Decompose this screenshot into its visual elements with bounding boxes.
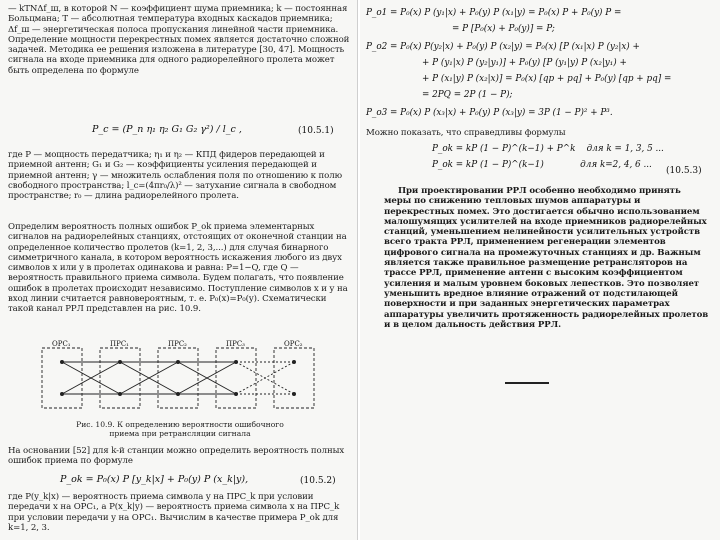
- diagram-label-prs2: ПРС₂: [168, 340, 187, 348]
- right-show-text: Можно показать, что справедливы формулы: [366, 128, 566, 138]
- formula-10-5-1: P_c = (P_п η₁ η₂ G₁ G₂ γ²) / l_c ,: [92, 124, 242, 135]
- diagram-label-ors2: ОРС₂: [284, 340, 303, 348]
- left-intro-paragraph: — kTNΔf_ш, в которой N — коэффициент шума приемника; k — постоянная Больцмана; T — абсолютная температура входных каскадов приемника; Δf_ш — энергетическая полоса пропускания линейной части приемника. Определение мощности перекрестных помех является достаточно сложной задачей. Методика ее решения изложена в литературе [30, 47]. Мощность сигнала на входе приемника для одного радиорелейного пролета может быть определена по формуле: [8, 4, 350, 76]
- diagram-box-prs1: [100, 348, 140, 408]
- eq-line-6: = 2PQ = 2P (1 − P);: [422, 90, 513, 100]
- scan-mark-line: [505, 382, 549, 384]
- formula-10-5-2: P_ok = P₀(x) P [y_k|x] + P₀(y) P (x_k|y),: [60, 474, 249, 485]
- figure-10-9-caption: Рис. 10.9. К определению вероятности ошибочного приема при ретрансляции сигнала: [76, 420, 284, 438]
- left-page: [0, 0, 358, 540]
- eq-line-7: P_o3 = P₀(x) P (x₃|x) + P₀(y) P (x₃|y) = 3P (1 − P)² + P³.: [366, 108, 613, 118]
- diagram-label-ors1: ОРС₁: [52, 340, 71, 348]
- diagram-label-prs1: ПРС₁: [110, 340, 129, 348]
- eq-line-2: = P [P₀(x) + P₀(y)] = P;: [452, 24, 555, 34]
- left-last-paragraph: где P(y_k|x) — вероятность приема символа y на ПРС_k при условии передачи x на ОРС₁, а P(x_k|y) — вероятность приема символа x на ПРС_k при условии передачи y на ОРС₁. Вычислим в качестве примера P_ok для k=1, 2, 3.: [8, 492, 340, 533]
- left-errors-paragraph: Определим вероятность полных ошибок P_ok приема элементарных сигналов на радиорелейных станциях, отстоящих от оконечной станции на определенное количество пролетов (k=1, 2, 3,...) для случая бинарного симметричного канала, в котором вероятность искажения любого из двух символов x или y в пролетах одинакова и равна: P=1−Q, где Q — вероятность правильного приема символа. Будем полагать, что появление ошибок в пролетах происходит независимо. Поступление символов x и y на вход линии считается равновероятным, т. е. P₀(x)=P₀(y). Схематически такой канал РРЛ представлен на рис. 10.9.: [8, 222, 348, 315]
- right-design-paragraph: При проектировании РРЛ особенно необходимо принять меры по снижению тепловых шумов аппаратуры и перекрестных помех. Это достигается обычно использованием малошумящих усилителей на входе приемников радиорелейных станций, уменьшением нелинейности усилительных устройств всего тракта РРЛ, применением регенерации элементов цифрового сигнала на промежуточных станциях и др. Важным является также правильное размещение ретрансляторов на трассе РРЛ, применение антенн с высоким коэффициентом усиления и малым уровнем боковых лепестков. Это позволяет уменьшить вредное влияние отражений от подстилающей поверхности и при заданных энергетических параметрах аппаратуры увеличить протяженность радиорелейных пролетов и в целом дальность действия РРЛ.: [384, 186, 709, 330]
- diagram-box-ors1: [42, 348, 82, 408]
- eq-line-4: + P (y₁|x) P (y₂|y₁)] + P₀(y) [P (y₁|y) P (x₂|y₁) +: [422, 58, 627, 68]
- relay-chain-diagram: [38, 340, 328, 416]
- left-definitions-paragraph: где P — мощность передатчика; η₁ и η₂ — КПД фидеров передающей и приемной антенн; G₁ и G₂ — коэффициенты усиления передающей и приемной антенн; γ — множитель ослабления поля по отношению к полю свободного пространства; l_c=(4πr₀/λ)² — затухание сигнала в свободном пространстве; r₀ — длина радиорелейного пролета.: [8, 150, 342, 202]
- formula-10-5-1-number: (10.5.1): [298, 126, 334, 136]
- formula-10-5-3-number: (10.5.3): [666, 166, 702, 176]
- left-bottom-paragraph: На основании [52] для k-й станции можно определить вероятность полных ошибок приема по формуле: [8, 446, 345, 467]
- formula-10-5-3b: P_ok = kP (1 − P)^(k−1) для k=2, 4, 6 ...: [432, 160, 652, 170]
- diagram-label-prs3: ПРС₃: [226, 340, 245, 348]
- eq-line-3: P_o2 = P₀(x) P(y₂|x) + P₀(y) P (x₂|y) = P₀(x) [P (x₁|x) P (y₂|x) +: [366, 42, 640, 52]
- diagram-box-ors2: [274, 348, 314, 408]
- formula-10-5-3a: P_ok = kP (1 − P)^(k−1) + P^k для k = 1, 3, 5 ...: [432, 144, 664, 154]
- eq-line-5: + P (x₁|y) P (x₂|x)] = P₀(x) [qp + pq] + P₀(y) [qp + pq] =: [422, 74, 672, 84]
- diagram-box-prs2: [158, 348, 198, 408]
- right-page: [360, 0, 720, 540]
- formula-10-5-2-number: (10.5.2): [300, 476, 336, 486]
- eq-line-1: P_o1 = P₀(x) P (y₁|x) + P₀(y) P (x₁|y) = P₀(x) P + P₀(y) P =: [366, 8, 622, 18]
- diagram-box-prs3: [216, 348, 256, 408]
